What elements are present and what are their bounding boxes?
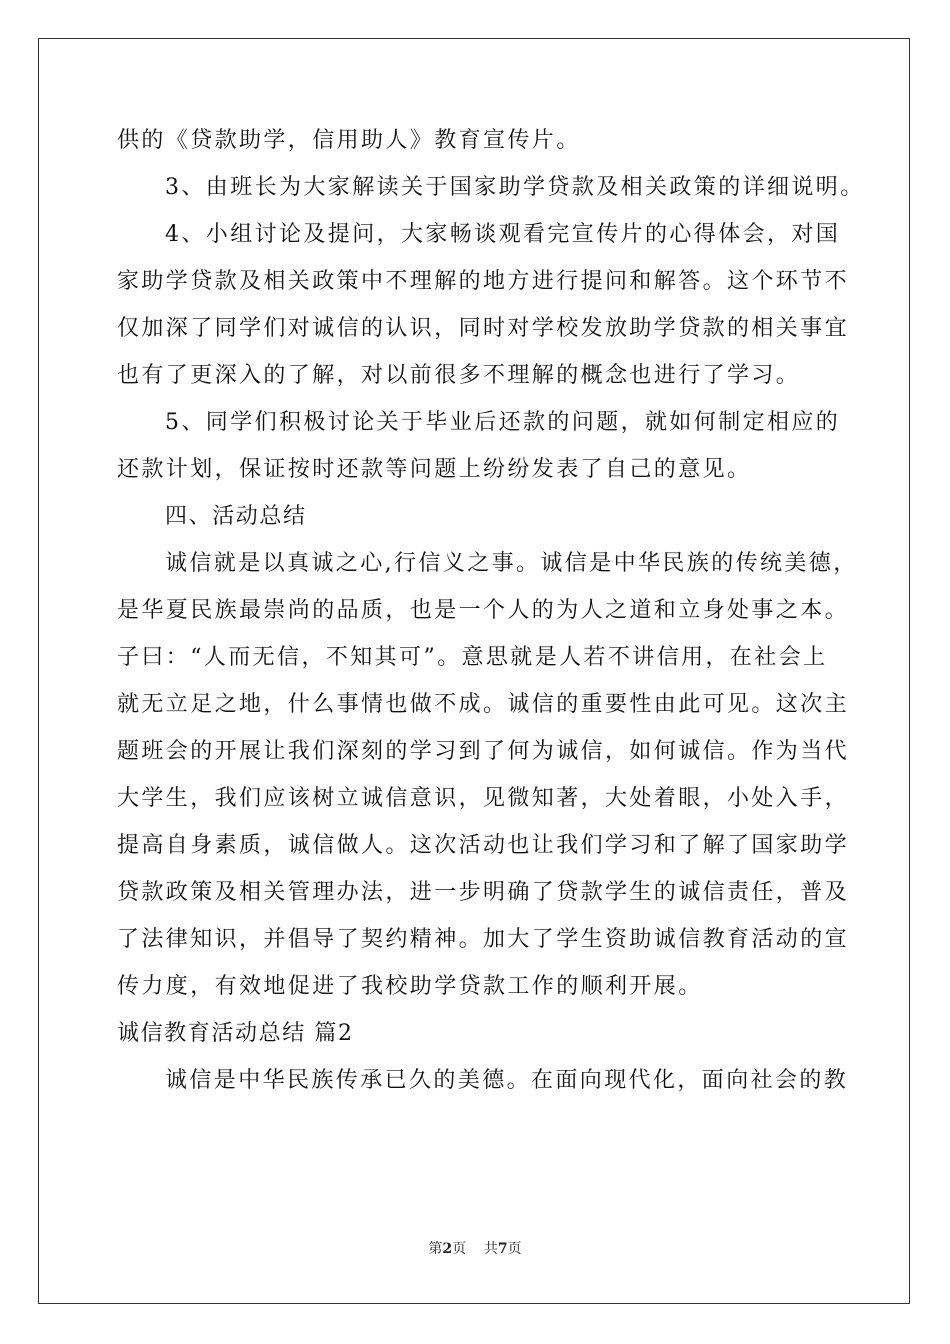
text-line: 诚信是中华民族传承已久的美德。在面向现代化，面向社会的教 — [165, 1068, 849, 1093]
text-line: 5、同学们积极讨论关于毕业后还款的问题，就如何制定相应的 — [165, 410, 841, 435]
page-suffix: 页 — [452, 1241, 467, 1257]
page-footer — [0, 1240, 950, 1258]
text-line: 仅加深了同学们对诚信的认识，同时对学校发放助学贷款的相关事宜 — [117, 316, 850, 341]
text-line: 也有了更深入的了解，对以前很多不理解的概念也进行了学习。 — [117, 363, 801, 388]
total-prefix: 共 — [483, 1241, 498, 1257]
page-prefix: 第 — [428, 1241, 443, 1257]
text-line: 家助学贷款及相关政策中不理解的地方进行提问和解答。这个环节不 — [117, 269, 850, 294]
text-line: 诚信就是以真诚之心,行信义之事。诚信是中华民族的传统美德， — [165, 551, 858, 576]
text-line: 贷款政策及相关管理办法，进一步明确了贷款学生的诚信责任，普及 — [117, 880, 850, 905]
section-heading: 四、活动总结 — [165, 504, 307, 529]
text-line: 了法律知识，并倡导了契约精神。加大了学生资助诚信教育活动的宣 — [117, 927, 850, 952]
text-line: 还款计划，保证按时还款等问题上纷纷发表了自己的意见。 — [117, 457, 752, 482]
text-line: 是华夏民族最崇尚的品质，也是一个人的为人之道和立身处事之本。 — [117, 598, 850, 623]
article-title: 诚信教育活动总结 篇2 — [117, 1021, 354, 1046]
text-line: 4、小组讨论及提问，大家畅谈观看完宣传片的心得体会，对国 — [165, 222, 841, 247]
page-number: 2 — [442, 1241, 453, 1257]
text-line: 子曰：“人而无信，不知其可”。意思就是人若不讲信用，在社会上 — [117, 645, 828, 670]
total-pages: 7 — [497, 1241, 508, 1257]
total-suffix: 页 — [507, 1241, 522, 1257]
text-line: 供的《贷款助学，信用助人》教育宣传片。 — [117, 128, 581, 153]
text-line: 传力度，有效地促进了我校助学贷款工作的顺利开展。 — [117, 974, 703, 999]
text-line: 就无立足之地，什么事情也做不成。诚信的重要性由此可见。这次主 — [117, 692, 850, 717]
text-line: 大学生，我们应该树立诚信意识，见微知著，大处着眼，小处入手， — [117, 786, 850, 811]
text-line: 提高自身素质，诚信做人。这次活动也让我们学习和了解了国家助学 — [117, 833, 850, 858]
text-line: 题班会的开展让我们深刻的学习到了何为诚信，如何诚信。作为当代 — [117, 739, 850, 764]
text-line: 3、由班长为大家解读关于国家助学贷款及相关政策的详细说明。 — [165, 175, 865, 200]
